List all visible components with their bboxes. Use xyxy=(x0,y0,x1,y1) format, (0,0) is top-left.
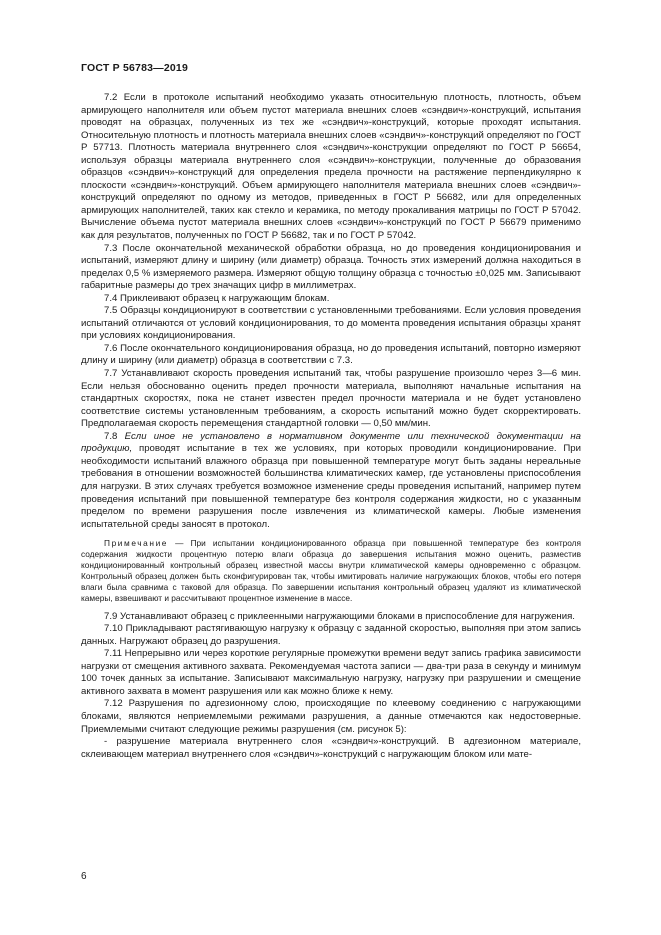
paragraph-7-8 xyxy=(81,431,581,531)
paragraph-7-8-number: 7.8 xyxy=(104,430,118,442)
note-label: Примечание xyxy=(104,538,169,549)
paragraph-7-11: 7.11 Непрерывно или через короткие регулярные промежутки времени ведут запись графика зависимости нагрузки от смещения активного захвата. Рекомендуемая частота записи — два-три раза в секунду и минимум 100 точек данных за испытание. Записывают максимальную нагрузку, нагрузку при разрушении и смещение активного захвата в момент разрушения или как можно ближе к нему. xyxy=(81,648,581,697)
paragraph-7-6: 7.6 После окончательного кондиционирования образца, но до проведения испытаний, повторно измеряют длину и ширину (или диаметр) образца в соответствии с 7.3. xyxy=(81,342,581,367)
paragraph-7-12: 7.12 Разрушения по адгезионному слою, происходящие по клеевому соединению с нагружающими блоками, являются неприемлемыми режимами разрушения, а данные отмечаются как недостоверные. Приемлемыми считают следующие режимы разрушения (см. рисунок 5): xyxy=(81,698,581,735)
paragraph-7-4: 7.4 Приклеивают образец к нагружающим блокам. xyxy=(104,292,330,304)
note-paragraph xyxy=(81,538,581,603)
paragraph-7-8-italic: Если иное не установлено в нормативном документе или технической документации на продукцию, xyxy=(81,430,581,455)
paragraph-7-2: 7.2 Если в протоколе испытаний необходимо указать относительную плотность, плотность, объем армирующего наполнителя или объем пустот материала внешних слоев «сэндвич»-конструкций, испытания проводят на образцах, полученных из тех же «сэндвич»-конструкций, которые проходят испытания. Относительную плотность и плотность материала внешних слоев «сэндвич»-конструкций определяют по ГОСТ Р 57713. Плотность материала внутреннего слоя «сэндвич»-конструкции определяют по ГОСТ Р 56654, используя образцы материала внутреннего слоя «сэндвич»-конструкции, полученные до образования образцов «сэндвич»-конструкций для определения предела прочности на растяжение перпендикулярно к плоскости «сэндвич»-конструкций. Объем армирующего наполнителя материала внешних слоев «сэндвич»-конструкций определяют по одному из методов, приведенных в ГОСТ Р 56682, или для определенных армирующих наполнителей, таких как стекло и керамика, по методу прокаливания матрицы по ГОСТ Р 57042. Вычисление объема пустот материала внешних слоев «сэндвич»-конструкций по ГОСТ Р 56679 применимо как для результатов, полученных по ГОСТ Р 56682, так и по ГОСТ Р 57042. xyxy=(81,92,581,242)
page-number: 6 xyxy=(81,871,87,882)
paragraph-7-7: 7.7 Устанавливают скорость проведения испытаний так, чтобы разрушение произошло через 3—6 мин. Если нельзя обоснованно оценить предел прочности материала, выполняют начальные испытания на стандартных скоростях, пока не станет известен предел прочности материала и не будет установлено соответствие системы установленным требованиям, а скорость испытаний можно будет скорректировать. Предполагаемая скорость перемещения стандартной головки — 0,50 мм/мин. xyxy=(81,368,581,430)
paragraph-7-12-list-item: - разрушение материала внутреннего слоя «сэндвич»-конструкций. В адгезионном материале, склеивающем материал внутреннего слоя «сэндвич»-конструкций с нагружающим блоком или мате- xyxy=(81,736,581,760)
paragraph-7-3: 7.3 После окончательной механической обработки образца, но до проведения кондиционирования и испытаний, измеряют длину и ширину (или диаметр) образца. Точность этих измерений должна находиться в пределах 0,5 % измеряемого размера. Измеряют общую толщину образца с точностью ±0,025 мм. Записывают габаритные размеры до трех значащих цифр в миллиметрах. xyxy=(81,242,581,292)
paragraph-7-5: 7.5 Образцы кондиционируют в соответствии с установленными требованиями. Если условия проведения испытаний отличаются от условий кондиционирования, то до момента проведения испытания образцы хранят при условиях кондиционирования. xyxy=(81,305,581,342)
document-body xyxy=(81,92,581,761)
paragraph-7-8-rest: проводят испытание в тех же условиях, при которых проводили кондиционирование. При необходимости испытаний влажного образца при повышенной температуре могут быть заданы нереальные требования в отношении возможностей большинства климатических камер, где установлены приспособления для нагрузки. В этих случаях требуется возможное изменение среды проведения испытаний, например путем проведения испытаний при повышенной температуре без контроля содержания жидкости, но с указанным пределом по времени разрушения после извлечения из климатической камеры. Любые изменения испытательной среды заносят в протокол. xyxy=(81,443,581,530)
paragraph-7-10: 7.10 Прикладывают растягивающую нагрузку к образцу с заданной скоростью, выполняя при этом запись данных. Нагружают образец до разрушения. xyxy=(81,623,581,647)
document-header: ГОСТ Р 56783—2019 xyxy=(81,62,189,74)
note-text: — При испытании кондиционированного образца при повышенной температуре без контроля содержания жидкости процентную потерю влаги образца до завершения испытания можно оценить, разместив кондиционированный контрольный образец известной массы внутри климатической камеры одновременно с образцом. Контрольный образец должен быть сконфигурирован так, чтобы имитировать наличие нагружающих блоков, чтобы его потеря влаги была сравнима с таковой для образца. По завершении испытания контрольный образец удаляют из климатической камеры, взвешивают и рассчитывают процентное изменение в массе. xyxy=(81,538,581,603)
paragraph-7-9: 7.9 Устанавливают образец с приклеенными нагружающими блоками в приспособление для нагружения. xyxy=(104,610,575,622)
